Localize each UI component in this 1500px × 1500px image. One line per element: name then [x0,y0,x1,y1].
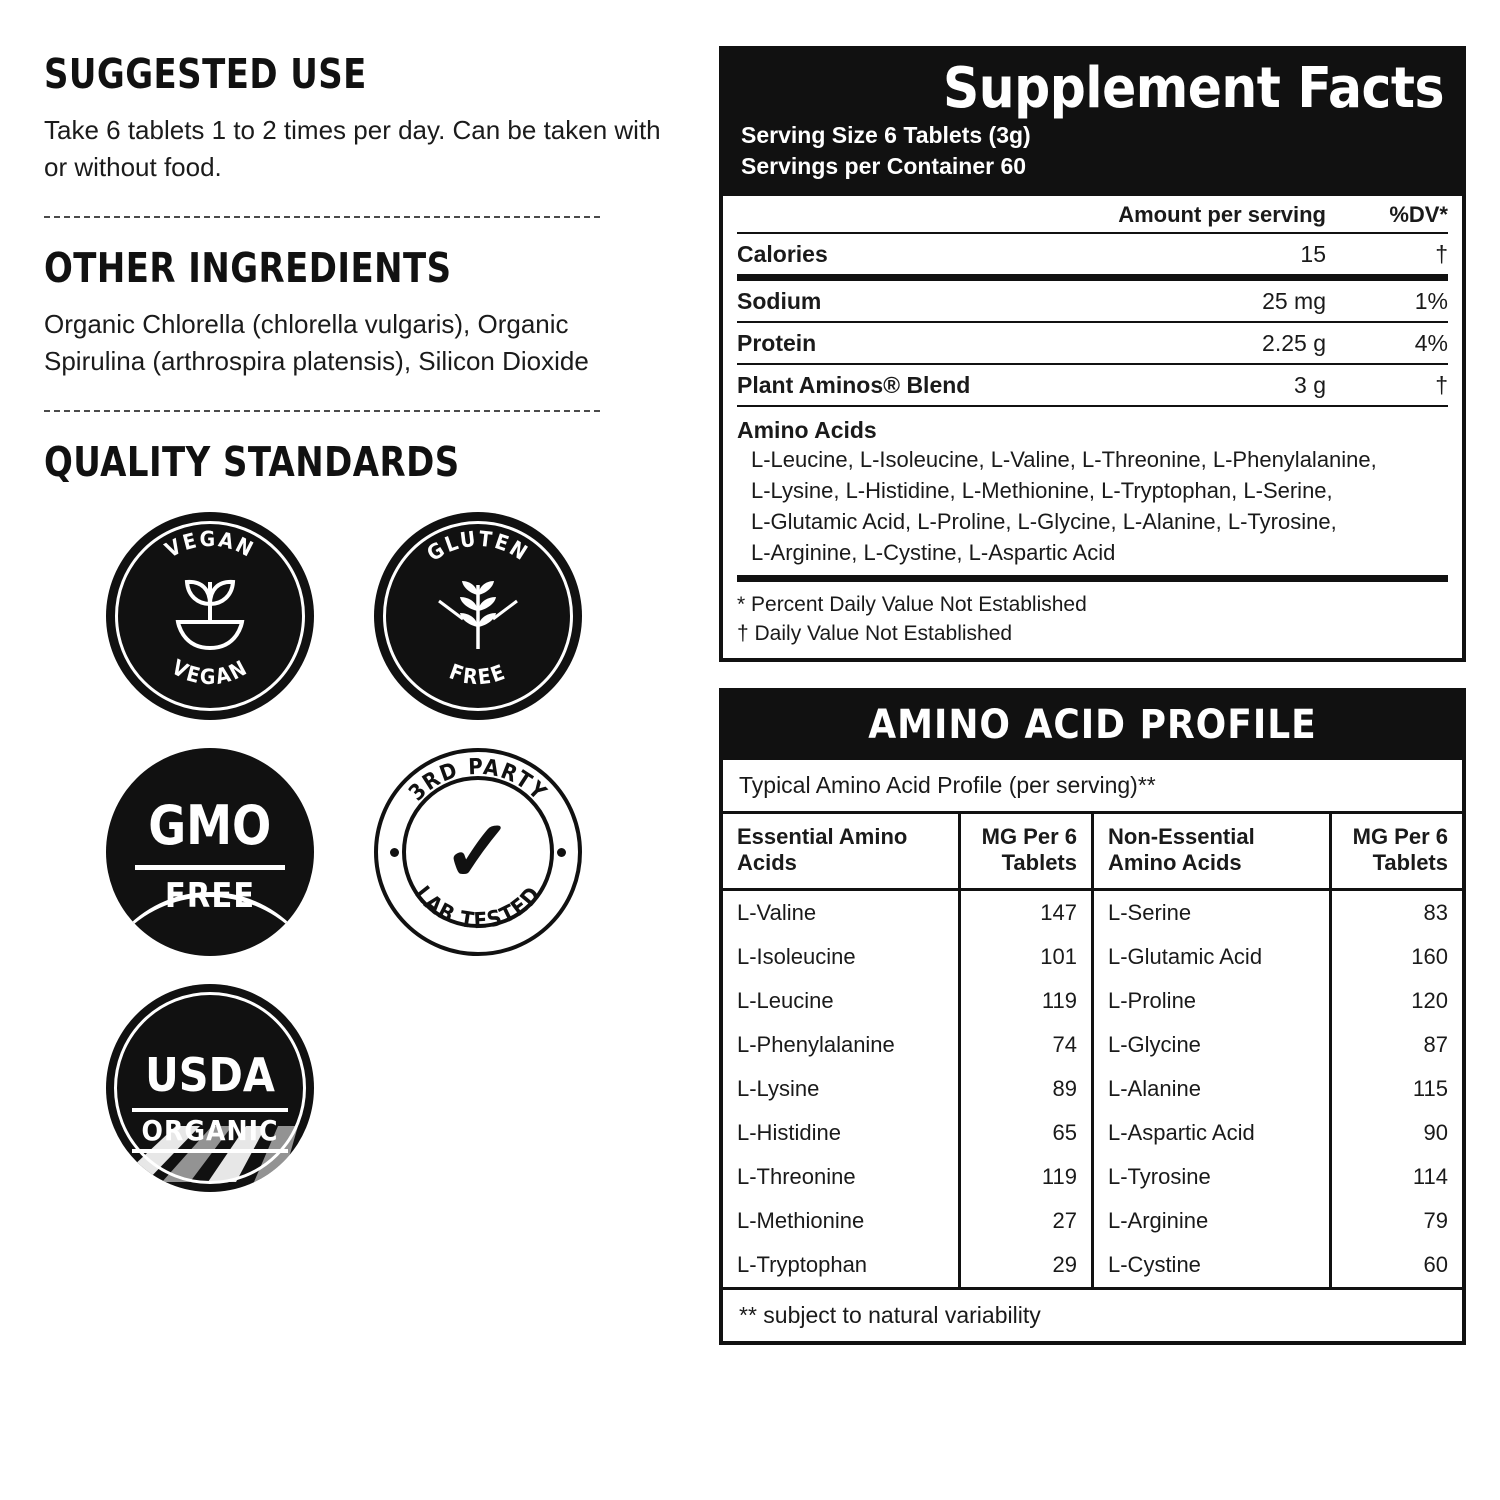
table-row [723,1023,1091,1067]
footnote-percent-dv: * Percent Daily Value Not Established [737,592,1087,616]
table-row [737,233,1448,278]
badge-third-party-lab-tested [374,748,582,956]
amino-name: L-Tryptophan [737,1252,868,1278]
amino-acid-tables [723,811,1462,1287]
table-row [1094,1023,1462,1067]
left-column [34,30,674,1470]
badge-row-1 [44,512,674,720]
header-amount-per-serving: Amount per serving [1118,201,1326,227]
amino-acid-profile-subtitle: Typical Amino Acid Profile (per serving)** [739,772,1156,799]
badge-gmo-free [106,748,314,956]
amino-acids-list-row [737,444,1448,578]
header-spacer [737,196,1043,233]
table-row [723,1155,1091,1199]
amino-name: L-Valine [737,900,817,926]
nutrient-amount: 25 mg [1262,287,1326,314]
table-row [1094,890,1462,936]
nutrient-dv: 4% [1414,329,1448,356]
amino-name: L-Threonine [737,1164,856,1190]
amino-name: L-Arginine [1108,1208,1209,1234]
table-header-row [723,814,1091,890]
amino-mg: 160 [1330,935,1462,979]
lab-dot-left [390,848,399,857]
amino-name: L-Histidine [737,1120,841,1146]
badge-gmo-line1: GMO [148,793,272,857]
table-row [737,277,1448,322]
badge-gmo-rule [135,865,285,870]
nutrition-table-header [737,196,1448,233]
amino-mg: 119 [959,979,1091,1023]
amino-acids-line: L-Glutamic Acid, L-Proline, L-Glycine, L-Alanine, L-Tyrosine, [751,509,1337,535]
badge-gluten-bottom-label: FREE [446,659,510,690]
amino-acid-profile-title: AMINO ACID PROFILE [723,692,1462,760]
other-ingredients-title: OTHER INGREDIENTS [44,243,452,292]
essential-header-amount: MG Per 6 Tablets [959,814,1091,890]
table-row [1094,1111,1462,1155]
table-row [737,322,1448,364]
nutrient-amount: 15 [1300,240,1326,267]
table-row [1094,979,1462,1023]
amino-mg: 87 [1330,1023,1462,1067]
non-essential-header-amount: MG Per 6 Tablets [1330,814,1462,890]
supplement-facts-title: Supplement Facts [943,56,1444,121]
vegan-arc-text [106,512,314,720]
svg-text:GLUTEN [423,526,534,565]
panel-gap [719,662,1466,688]
footnote-dagger: † Daily Value Not Established [737,622,1013,645]
badge-usda-line2: ORGANIC [132,1108,289,1153]
badge-usda-line1: USDA [145,1048,275,1103]
amino-acid-profile-panel [719,688,1466,1345]
non-essential-amino-acids-table [1091,814,1462,1287]
suggested-use-section [44,50,674,186]
amino-name: L-Methionine [737,1208,865,1234]
amino-mg: 101 [959,935,1091,979]
badge-row-2 [44,748,674,956]
nutrient-name: Protein [737,329,817,356]
table-row [1094,1067,1462,1111]
table-row [723,935,1091,979]
amino-acids-list [737,444,1448,578]
table-row [723,1243,1091,1287]
table-row [723,1111,1091,1155]
badge-grid [44,512,674,1192]
amino-mg: 89 [959,1067,1091,1111]
amino-mg: 60 [1330,1243,1462,1287]
amino-name: L-Lysine [737,1076,820,1102]
amino-mg: 65 [959,1111,1091,1155]
nutrient-dv: † [1435,371,1448,398]
amino-acids-line: L-Arginine, L-Cystine, L-Aspartic Acid [751,540,1116,566]
essential-amino-acids-table [723,814,1091,1287]
badge-usda-organic [106,984,314,1192]
amino-mg: 74 [959,1023,1091,1067]
amino-name: L-Aspartic Acid [1108,1120,1255,1146]
amino-acids-row [737,406,1448,444]
table-row [723,1199,1091,1243]
amino-acids-line: L-Lysine, L-Histidine, L-Methionine, L-Tryptophan, L-Serine, [751,477,1333,503]
gluten-free-arc-text [374,512,582,720]
amino-name: L-Glutamic Acid [1108,944,1263,970]
svg-text:3RD PARTY [404,754,551,805]
amino-mg: 115 [1330,1067,1462,1111]
amino-mg: 90 [1330,1111,1462,1155]
amino-name: L-Glycine [1108,1032,1201,1058]
non-essential-header-name: Non-Essential Amino Acids [1094,814,1330,890]
divider-1 [44,216,600,218]
table-row [723,890,1091,936]
badge-vegan-top-label: VEGAN [161,526,259,563]
supplement-facts-panel [719,46,1466,662]
badge-lab-bottom-label: LAB TESTED [409,881,547,934]
badge-gmo-line2: FREE [164,875,256,916]
amino-mg: 147 [959,890,1091,936]
supplement-facts-header [723,50,1462,196]
amino-name: L-Alanine [1108,1076,1201,1102]
nutrient-amount: 2.25 g [1262,329,1326,356]
table-row [1094,1199,1462,1243]
badge-vegan [106,512,314,720]
amino-name: L-Proline [1108,988,1197,1014]
amino-mg: 83 [1330,890,1462,936]
table-header-row [1094,814,1462,890]
amino-name: L-Tyrosine [1108,1164,1211,1190]
divider-2 [44,410,600,412]
amino-name: L-Phenylalanine [737,1032,895,1058]
badge-gluten-free [374,512,582,720]
nutrition-table [737,196,1448,649]
nutrient-name: Sodium [737,287,822,314]
amino-mg: 120 [1330,979,1462,1023]
header-percent-dv: %DV* [1389,201,1448,227]
right-column [674,30,1466,1470]
table-row [737,364,1448,406]
badge-row-3 [44,984,674,1192]
suggested-use-text: Take 6 tablets 1 to 2 times per day. Can be taken with or without food. [44,115,661,182]
badge-lab-top-label: 3RD PARTY [404,754,552,806]
lab-dot-right [557,848,566,857]
svg-text:FREE [446,659,510,689]
wheat-crossed-out-icon [423,561,533,671]
amino-mg: 27 [959,1199,1091,1243]
table-row [1094,1243,1462,1287]
amino-name: L-Serine [1108,900,1192,926]
amino-acids-line: L-Leucine, L-Isoleucine, L-Valine, L-Threonine, L-Phenylalanine, [751,446,1377,472]
amino-mg: 79 [1330,1199,1462,1243]
nutrient-name: Calories [737,240,828,267]
footnotes-row [737,578,1448,648]
servings-per-container: Servings per Container 60 [741,153,1027,180]
table-row [723,1067,1091,1111]
amino-acids-label: Amino Acids [737,416,877,443]
leaf-in-bowl-icon [158,564,262,668]
serving-size: Serving Size 6 Tablets (3g) [741,121,1031,148]
table-row [1094,935,1462,979]
svg-text:VEGAN [161,526,259,562]
table-row [1094,1155,1462,1199]
amino-name: L-Cystine [1108,1252,1201,1278]
svg-text:VEGAN [168,655,252,689]
supplement-facts-body [723,196,1462,659]
nutrient-dv: 1% [1414,287,1448,314]
badge-gmo-curve [106,892,314,956]
amino-mg: 29 [959,1243,1091,1287]
quality-standards-title: QUALITY STANDARDS [44,437,460,486]
checkmark-icon: ✓ [441,803,515,900]
amino-acid-profile-note: ** subject to natural variability [723,1287,1462,1341]
table-row [723,979,1091,1023]
amino-mg: 114 [1330,1155,1462,1199]
nutrient-amount: 3 g [1294,371,1326,398]
essential-header-name: Essential Amino Acids [723,814,959,890]
footnotes [737,578,1448,648]
nutrient-dv: † [1435,240,1448,267]
amino-mg: 119 [959,1155,1091,1199]
nutrient-name: Plant Aminos® Blend [737,371,971,398]
badge-vegan-bottom-label: VEGAN [167,654,253,689]
amino-name: L-Leucine [737,988,834,1014]
other-ingredients-section [44,244,674,380]
quality-standards-section [44,438,674,1192]
badge-gluten-top-label: GLUTEN [422,526,534,566]
suggested-use-title: SUGGESTED USE [44,50,367,98]
other-ingredients-text: Organic Chlorella (chlorella vulgaris), Organic Spirulina (arthrospira platensis), Silicon Dioxide [44,308,589,376]
amino-name: L-Isoleucine [737,944,856,970]
